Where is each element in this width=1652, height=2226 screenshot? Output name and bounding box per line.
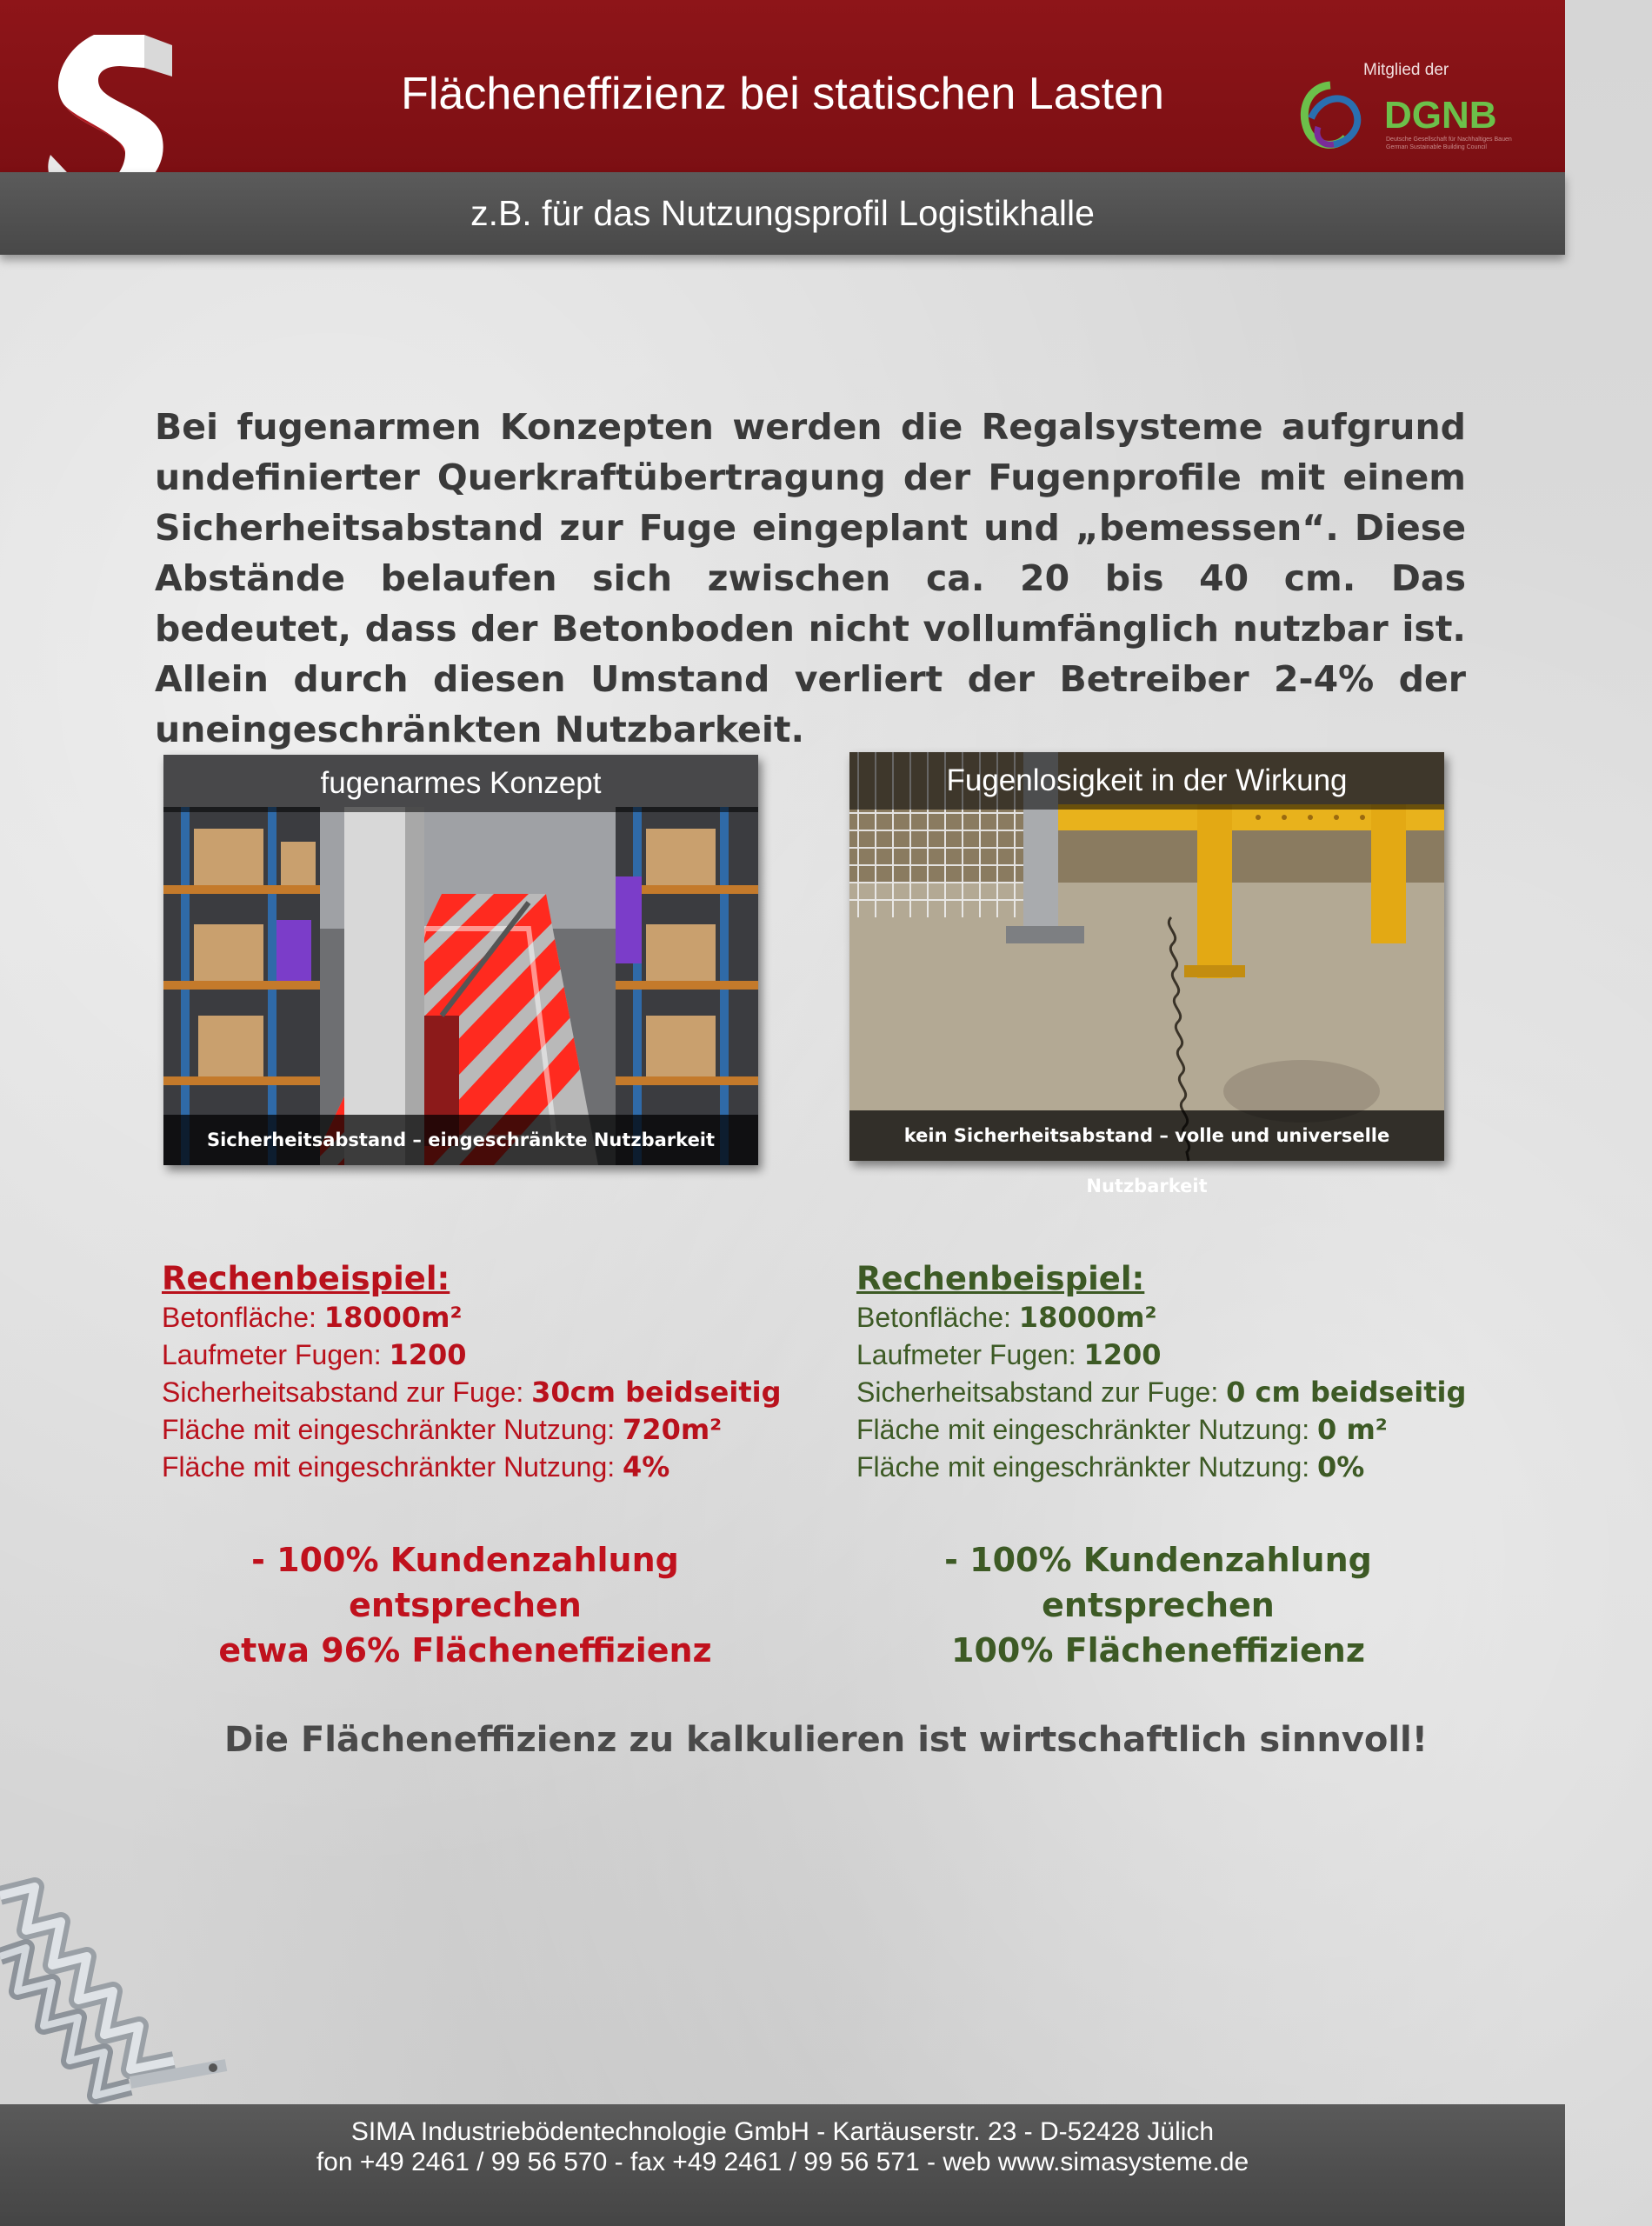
photo-right-caption: kein Sicherheitsabstand – volle und universelle Nutzbarkeit <box>849 1110 1444 1161</box>
floor-joint-illustration <box>849 752 1444 1161</box>
calc-right-row: Laufmeter Fugen: 1200 <box>856 1338 1162 1371</box>
result-right-line2: 100% Flächeneffizienz <box>951 1631 1365 1670</box>
calc-left-row: Sicherheitsabstand zur Fuge: 30cm beidseitig <box>162 1376 782 1409</box>
membership-label: Mitglied der <box>1363 61 1449 79</box>
calculation-example-right <box>856 1259 1466 1486</box>
calc-right-heading: Rechenbeispiel: <box>856 1260 1145 1297</box>
photo-jointless-effect <box>849 752 1444 1196</box>
calc-left-row: Fläche mit eingeschränkter Nutzung: 720m² <box>162 1413 723 1446</box>
page-subtitle: z.B. für das Nutzungsprofil Logistikhalle <box>470 193 1095 233</box>
result-right <box>828 1537 1489 1673</box>
dgnb-logo-text: DGNB <box>1384 94 1497 137</box>
calc-left-heading: Rechenbeispiel: <box>162 1260 450 1297</box>
calc-left-row: Betonfläche: 18000m² <box>162 1301 463 1334</box>
calc-left-row: Fläche mit eingeschränkter Nutzung: 4% <box>162 1450 670 1483</box>
calc-right-row: Betonfläche: 18000m² <box>856 1301 1157 1334</box>
dgnb-logo-subtext: Deutsche Gesellschaft für Nachhaltiges Bauen German Sustainable Building Council <box>1386 137 1512 150</box>
result-right-line1: - 100% Kundenzahlung entsprechen <box>944 1541 1372 1624</box>
footer-contact: fon +49 2461 / 99 56 570 - fax +49 2461 / 99 56 571 - web www.simasysteme.de <box>316 2148 1249 2176</box>
calc-left-row: Laufmeter Fugen: 1200 <box>162 1338 467 1371</box>
warehouse-illustration <box>163 755 758 1165</box>
photo-left-caption: Sicherheitsabstand – eingeschränkte Nutzbarkeit <box>163 1115 758 1165</box>
calc-right-row: Fläche mit eingeschränkter Nutzung: 0% <box>856 1450 1365 1483</box>
calculation-example-left <box>162 1259 781 1486</box>
dgnb-logo-icon <box>1296 77 1365 155</box>
calc-right-row: Sicherheitsabstand zur Fuge: 0 cm beidseitig <box>856 1376 1467 1409</box>
result-left-line1: - 100% Kundenzahlung entsprechen <box>251 1541 679 1624</box>
photo-jointless-concept <box>163 755 758 1165</box>
result-left <box>135 1537 796 1673</box>
calc-right-row: Fläche mit eingeschränkter Nutzung: 0 m² <box>856 1413 1388 1446</box>
conclusion-statement: Die Flächeneffizienz zu kalkulieren ist wirtschaftlich sinnvoll! <box>223 1720 1429 1760</box>
footer-address: SIMA Industriebödentechnologie GmbH - Kartäuserstr. 23 - D-52428 Jülich <box>350 2117 1215 2146</box>
photo-right-title: Fugenlosigkeit in der Wirkung <box>849 752 1444 810</box>
joint-profile-icon <box>0 1878 243 2122</box>
page-title: Flächeneffizienz bei statischen Lasten <box>401 69 1164 119</box>
result-left-line2: etwa 96% Flächeneffizienz <box>218 1631 712 1670</box>
intro-paragraph: Bei fugenarmen Konzepten werden die Regalsysteme aufgrund undefinierter Querkraftübertragung der Fugenprofile mit einem Sicherheitsabstand zur Fuge eingeplant und „bemessen“. Diese Abstände belaufen sich zwischen ca. 20 bis 40 cm. Das bedeutet, dass der Betonboden nicht vollumfänglich nutzbar ist. Allein durch diesen Umstand verliert der Betreiber 2-4% der uneingeschränkten Nutzbarkeit. <box>155 406 1466 750</box>
photo-left-title: fugenarmes Konzept <box>163 755 758 812</box>
